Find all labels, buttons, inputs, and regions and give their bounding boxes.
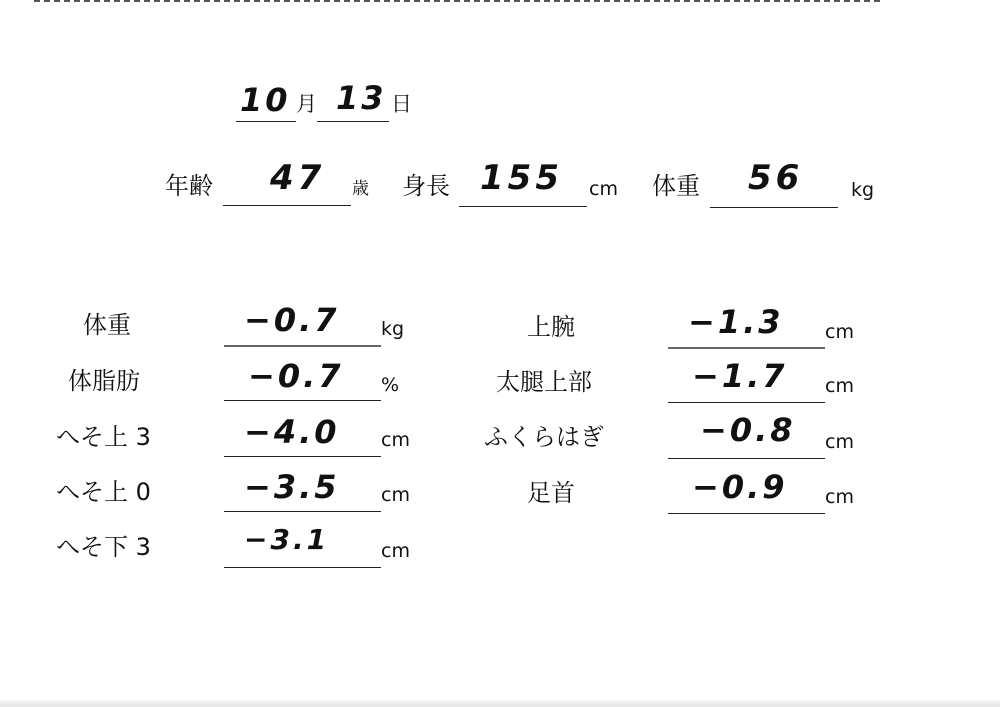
- left-unit-weight: kg: [381, 318, 405, 340]
- left-label-navel-down3: へそ下 3: [56, 533, 151, 561]
- day-underline: [317, 121, 389, 122]
- right-value-thigh: −1.7: [692, 357, 788, 395]
- weight-unit: kg: [851, 179, 875, 201]
- left-value-body-fat: −0.7: [248, 357, 344, 395]
- right-underline-calf: [668, 458, 825, 459]
- right-value-upper-arm: −1.3: [688, 303, 784, 341]
- left-underline-weight: [224, 345, 381, 347]
- weight-value: 56: [748, 158, 804, 198]
- left-value-navel-down3: −3.1: [244, 523, 330, 556]
- left-label-body-fat: 体脂肪: [68, 367, 140, 395]
- month-label: 月: [296, 92, 317, 116]
- height-underline: [459, 206, 587, 207]
- left-underline-navel-up3: [224, 456, 381, 457]
- day-value: 13: [336, 79, 387, 117]
- left-unit-navel-up3: cm: [381, 429, 410, 451]
- age-value: 47: [270, 158, 326, 198]
- left-underline-navel-0: [224, 511, 381, 512]
- height-label: 身長: [402, 172, 450, 200]
- right-underline-ankle: [668, 513, 825, 514]
- right-label-thigh: 太腿上部: [496, 368, 592, 396]
- right-label-calf: ふくらはぎ: [484, 423, 604, 451]
- right-value-calf: −0.8: [700, 411, 796, 449]
- left-unit-navel-down3: cm: [381, 540, 410, 562]
- age-unit: 歳: [352, 179, 369, 199]
- right-unit-upper-arm: cm: [825, 321, 854, 343]
- left-unit-navel-0: cm: [381, 484, 410, 506]
- age-underline: [223, 205, 351, 206]
- scan-edge: [0, 700, 1000, 707]
- weight-underline: [710, 207, 838, 208]
- day-label: 日: [391, 92, 412, 116]
- height-unit: cm: [589, 178, 618, 200]
- right-label-upper-arm: 上腕: [527, 313, 575, 341]
- right-label-ankle: 足首: [527, 479, 575, 507]
- right-underline-thigh: [668, 402, 825, 403]
- height-value: 155: [480, 158, 563, 198]
- left-label-weight: 体重: [83, 311, 131, 339]
- left-value-weight: −0.7: [244, 301, 340, 339]
- right-unit-thigh: cm: [825, 375, 854, 397]
- left-label-navel-0: へそ上 0: [56, 478, 151, 506]
- right-unit-calf: cm: [825, 431, 854, 453]
- right-underline-upper-arm: [668, 347, 825, 349]
- cut-line: [34, 0, 880, 5]
- age-label: 年齢: [165, 172, 213, 200]
- month-value: 10: [240, 81, 291, 119]
- month-underline: [236, 121, 296, 122]
- left-unit-body-fat: %: [381, 374, 400, 396]
- left-label-navel-up3: へそ上 3: [56, 423, 151, 451]
- weight-label: 体重: [652, 172, 700, 200]
- right-value-ankle: −0.9: [692, 468, 788, 506]
- left-underline-body-fat: [224, 400, 381, 401]
- left-value-navel-0: −3.5: [244, 468, 340, 506]
- left-value-navel-up3: −4.0: [244, 413, 340, 451]
- left-underline-navel-down3: [224, 567, 381, 568]
- right-unit-ankle: cm: [825, 486, 854, 508]
